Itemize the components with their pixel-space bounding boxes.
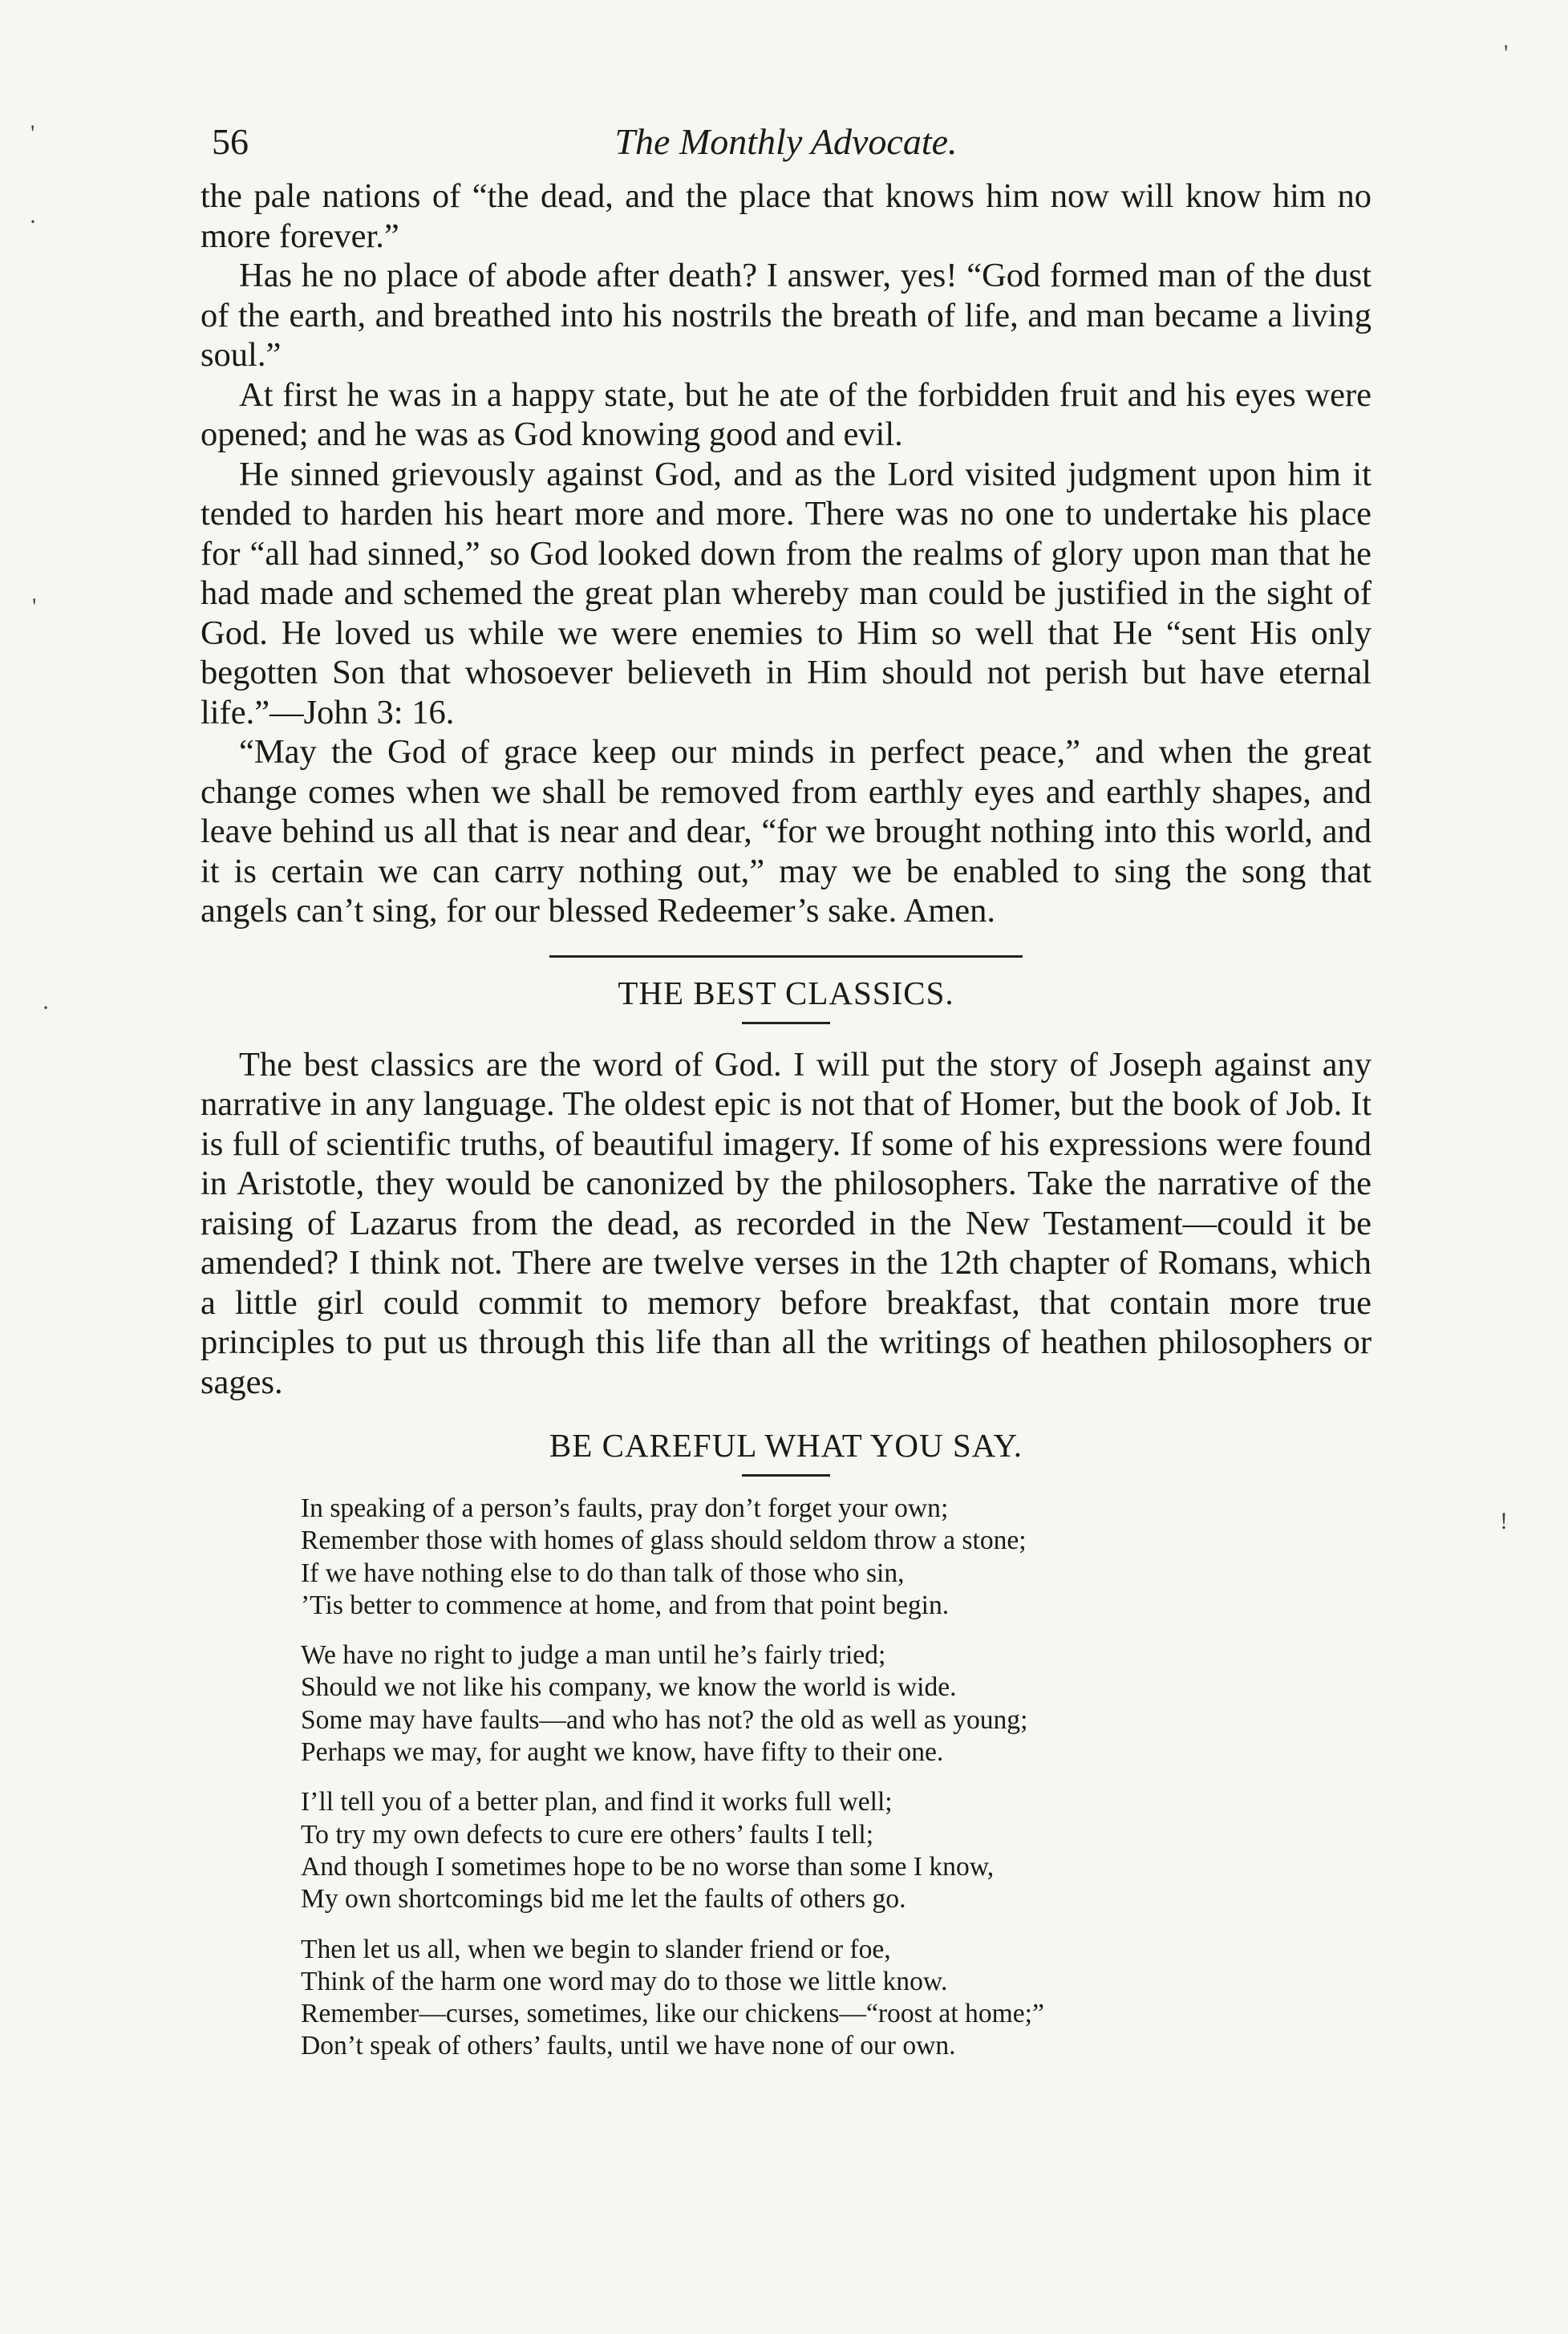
poem-line: Don’t speak of others’ faults, until we have none of our own. xyxy=(301,2031,956,2061)
poem-line: Then let us all, when we begin to slander friend or foe, xyxy=(301,1934,891,1964)
margin-speck: ' xyxy=(1504,40,1509,67)
title-rule xyxy=(742,1022,830,1024)
stanza xyxy=(301,1786,1271,1915)
stanza xyxy=(301,1493,1271,1622)
title-rule xyxy=(742,1474,830,1477)
poem-be-careful xyxy=(201,1424,1371,2063)
poem-line: Think of the harm one word may do to those we little know. xyxy=(301,1966,948,1996)
poem-line: Remember—curses, sometimes, like our chickens—“roost at home;” xyxy=(301,1999,1044,2029)
poem-line: My own shortcomings bid me let the faults of others go. xyxy=(301,1884,906,1915)
paragraph: He sinned grievously against God, and as the Lord visited judgment upon him it tended to harden his heart more and more. There was no one to undertake his place for “all had sinned,” so God looked down from the realms of glory upon man that he had made and schemed the great plan whereby man could be justified in the sight of God. He loved us while we were enemies to Him so well that He “sent His only begotten Son that whosoever believeth in Him should not perish but have eternal life.”—John 3: 16. xyxy=(201,455,1371,731)
poem-line: We have no right to judge a man until he’s fairly tried; xyxy=(301,1640,886,1671)
poem-body xyxy=(301,1493,1271,2063)
poem-line: Should we not like his company, we know the world is wide. xyxy=(301,1672,957,1703)
paragraph: At first he was in a happy state, but he ate of the forbidden fruit and his eyes were opened; and he was as God knowing good and evil. xyxy=(201,375,1371,453)
stanza xyxy=(301,1934,1271,2063)
poem-line: Some may have faults—and who has not? the old as well as young; xyxy=(301,1704,1028,1735)
poem-line: I’ll tell you of a better plan, and find it works full well; xyxy=(301,1787,893,1817)
running-head xyxy=(201,112,1371,176)
journal-title: The Monthly Advocate. xyxy=(614,121,958,162)
margin-speck: · xyxy=(29,209,37,235)
poem-line: If we have nothing else to do than talk of those who sin, xyxy=(301,1558,905,1588)
article-continued xyxy=(201,176,1371,931)
poem-line: ’Tis better to commence at home, and from that point begin. xyxy=(301,1590,950,1620)
paragraph: the pale nations of “the dead, and the place that knows him now will know him no more forever.” xyxy=(201,177,1371,255)
stanza xyxy=(301,1639,1271,1769)
poem-line: In speaking of a person’s faults, pray don’t forget your own; xyxy=(301,1493,949,1523)
paragraph: The best classics are the word of God. I will put the story of Joseph against any narrative in any language. The oldest epic is not that of Homer, but the book of Job. It is full of scientific truths, of beautiful imagery. If some of his expressions were found in Aristotle, they would be canonized by the philosophers. Take the narrative of the raising of Lazarus from the dead, as recorded in the New Testament—could it be amended? I think not. There are twelve verses in the 12th chapter of Romans, which a little girl could commit to memory before breakfast, that contain more true principles to put us through this life than all the writings of heathen philosophers or sages. xyxy=(201,1045,1371,1401)
article-best-classics xyxy=(201,972,1371,1403)
margin-speck: ! xyxy=(1500,1508,1508,1534)
poem-line: Remember those with homes of glass should seldom throw a stone; xyxy=(301,1526,1027,1556)
page xyxy=(201,112,1371,2081)
margin-speck: ' xyxy=(32,594,37,620)
poem-line: To try my own defects to cure ere others’ faults I tell; xyxy=(301,1819,874,1850)
margin-speck: · xyxy=(42,995,50,1021)
poem-title: BE CAREFUL WHAT YOU SAY. xyxy=(549,1427,1023,1464)
poem-line: Perhaps we may, for aught we know, have fifty to their one. xyxy=(301,1737,944,1768)
paragraph: Has he no place of abode after death? I answer, yes! “God formed man of the dust of the earth, and breathed into his nostrils the breath of life, and man became a living soul.” xyxy=(201,257,1371,374)
section-title: THE BEST CLASSICS. xyxy=(618,974,954,1011)
margin-speck: ' xyxy=(30,120,35,147)
section-divider xyxy=(549,955,1023,958)
page-number: 56 xyxy=(212,121,249,162)
poem-line: And though I sometimes hope to be no worse than some I know, xyxy=(301,1851,995,1882)
paragraph: “May the God of grace keep our minds in perfect peace,” and when the great change comes when we shall be removed from earthly eyes and earthly shapes, and leave behind us all that is near and dear, “for we brought nothing into this world, and it is certain we can carry nothing out,” may we be enabled to sing the song that angels can’t sing, for our blessed Redeemer’s sake. Amen. xyxy=(201,733,1371,930)
